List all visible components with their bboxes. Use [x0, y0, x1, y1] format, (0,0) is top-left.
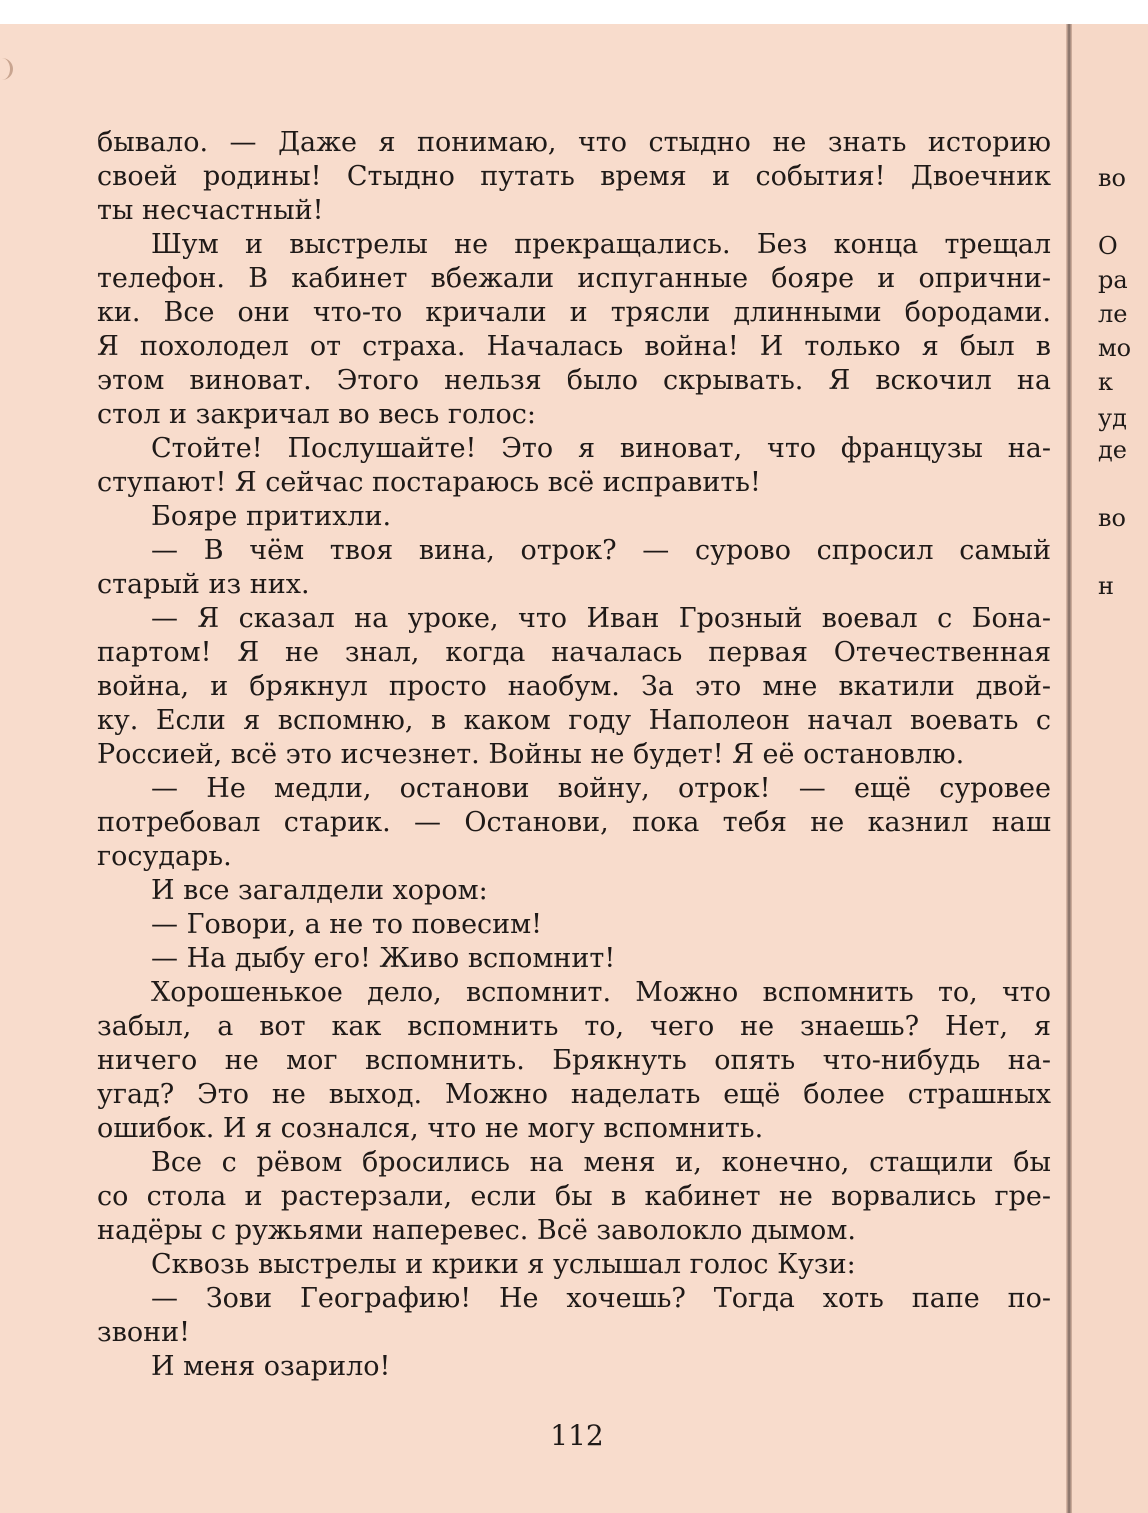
paragraph: [97, 432, 1051, 500]
text-line: Я похолодел от страха. Началась война! И только я был в: [97, 331, 1051, 362]
facing-page-fragment: ра: [1098, 266, 1128, 294]
text-line: Россией, всё это исчезнет. Войны не будет! Я её остановлю.: [97, 739, 965, 770]
facing-page-fragment: к: [1098, 368, 1113, 396]
text-line: бывало. — Даже я понимаю, что стыдно не знать историю: [97, 127, 1051, 158]
text-line: угад? Это не выход. Можно наделать ещё более страшных: [97, 1079, 1051, 1110]
text-line: — В чём твоя вина, отрок? — сурово спросил самый: [151, 535, 1051, 566]
text-line: забыл, а вот как вспомнить то, чего не знаешь? Нет, я: [97, 1011, 1051, 1042]
text-line: Стойте! Послушайте! Это я виноват, что французы на-: [151, 433, 1051, 464]
text-line: своей родины! Стыдно путать время и события! Двоечник: [97, 161, 1051, 192]
text-line: государь.: [97, 841, 232, 872]
text-line: звони!: [97, 1317, 191, 1348]
text-line: надёры с ружьями наперевес. Всё заволокло дымом.: [97, 1215, 856, 1246]
page-text: [97, 126, 1051, 1384]
facing-page-fragment: де: [1098, 436, 1127, 464]
paragraph: [97, 534, 1051, 602]
paragraph: [97, 1146, 1051, 1248]
paragraph: [97, 126, 1051, 228]
text-line: Все с рёвом бросились на меня и, конечно, стащили бы: [151, 1147, 1051, 1178]
paragraph: [97, 1282, 1051, 1350]
text-line: Бояре притихли.: [151, 501, 392, 532]
paragraph: [97, 908, 1051, 942]
text-line: И меня озарило!: [151, 1351, 391, 1382]
facing-page-fragment: ле: [1098, 300, 1128, 328]
facing-page-fragments: [1098, 0, 1148, 1513]
text-line: ки. Все они что-то кричали и трясли длинными бородами.: [97, 297, 1051, 328]
text-line: ты несчастный!: [97, 195, 324, 226]
facing-page-fragment: О: [1098, 232, 1118, 260]
text-line: война, и брякнул просто наобум. За это мне вкатили двой-: [97, 671, 1051, 702]
text-line: И все загалдели хором:: [151, 875, 488, 906]
text-line: ку. Если я вспомню, в каком году Наполеон начал воевать с: [97, 705, 1051, 736]
paragraph: [97, 942, 1051, 976]
binding-mark: [0, 58, 13, 80]
text-line: старый из них.: [97, 569, 310, 600]
text-line: со стола и растерзали, если бы в кабинет не ворвались гре-: [97, 1181, 1051, 1212]
text-line: — На дыбу его! Живо вспомнит!: [151, 943, 616, 974]
text-line: ошибок. И я сознался, что не могу вспомнить.: [97, 1113, 764, 1144]
text-line: Хорошенькое дело, вспомнит. Можно вспомнить то, что: [151, 977, 1051, 1008]
text-line: — Я сказал на уроке, что Иван Грозный воевал с Бона-: [151, 603, 1051, 634]
text-line: этом виноват. Этого нельзя было скрывать. Я вскочил на: [97, 365, 1051, 396]
text-line: — Не медли, останови войну, отрок! — ещё суровее: [151, 773, 1051, 804]
facing-page-fragment: н: [1098, 572, 1114, 600]
page-number: 112: [550, 1419, 604, 1452]
text-line: — Говори, а не то повесим!: [151, 909, 543, 940]
paragraph: [97, 602, 1051, 772]
text-line: стол и закричал во весь голос:: [97, 399, 536, 430]
paragraph: [97, 1350, 1051, 1384]
text-line: ступают! Я сейчас постараюсь всё исправить!: [97, 467, 761, 498]
facing-page-fragment: мо: [1098, 334, 1132, 362]
paragraph: [97, 772, 1051, 874]
paragraph: [97, 976, 1051, 1146]
text-line: телефон. В кабинет вбежали испуганные бояре и опрични-: [97, 263, 1051, 294]
text-line: Шум и выстрелы не прекращались. Без конца трещал: [151, 229, 1051, 260]
facing-page-fragment: во: [1098, 164, 1126, 192]
facing-page-fragment: во: [1098, 504, 1126, 532]
paragraph: [97, 1248, 1051, 1282]
text-line: Сквозь выстрелы и крики я услышал голос Кузи:: [151, 1249, 856, 1280]
text-line: ничего не мог вспомнить. Брякнуть опять что-нибудь на-: [97, 1045, 1051, 1076]
text-line: партом! Я не знал, когда началась первая Отечественная: [97, 637, 1051, 668]
paragraph: [97, 874, 1051, 908]
text-line: потребовал старик. — Останови, пока тебя не казнил наш: [97, 807, 1051, 838]
facing-page-fragment: уд: [1098, 404, 1127, 432]
text-line: — Зови Географию! Не хочешь? Тогда хоть папе по-: [151, 1283, 1051, 1314]
paragraph: [97, 228, 1051, 432]
scan-top-margin: [0, 0, 1148, 24]
paragraph: [97, 500, 1051, 534]
